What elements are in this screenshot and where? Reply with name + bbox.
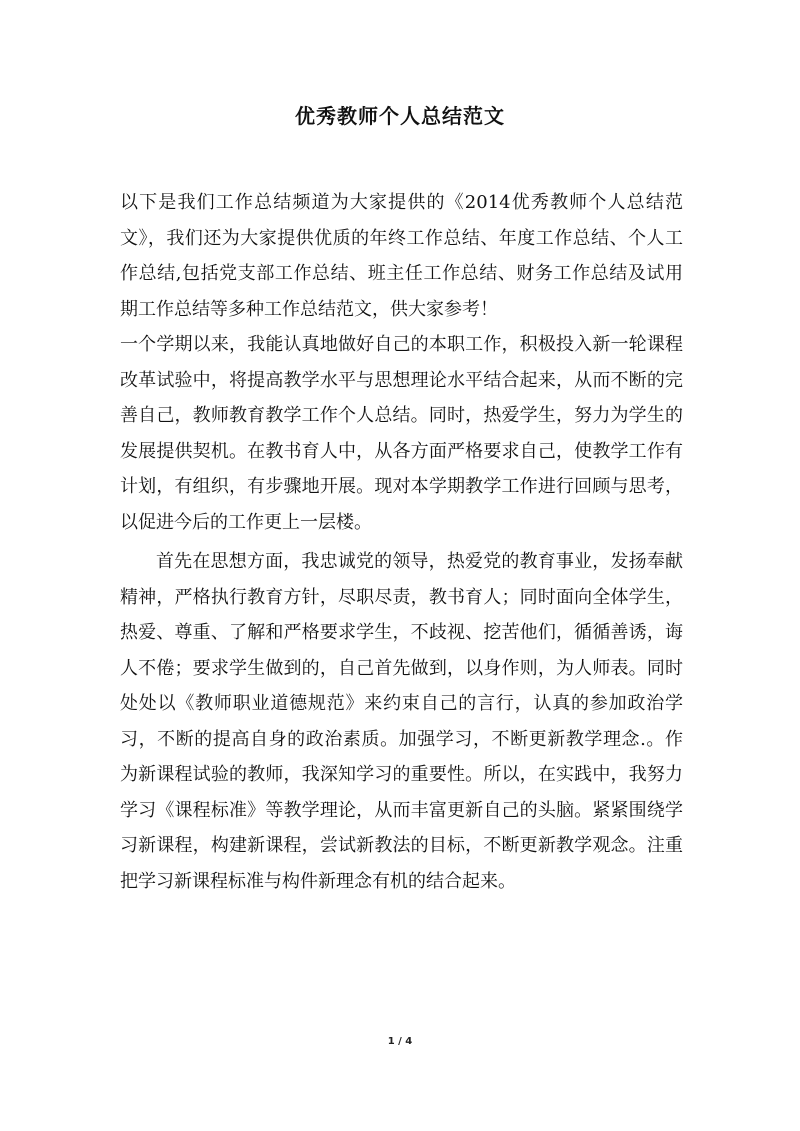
document-body (120, 185, 683, 899)
page-number: 1 / 4 (387, 1036, 413, 1047)
summary-paragraph: 一个学期以来，我能认真地做好自己的本职工作，积极投入新一轮课程改革试验中，将提高教学水平与思想理论水平结合起来，从而不断的完善自己，教师教育教学工作个人总结。同时，热爱学生，努力为学生的发展提供契机。在教书育人中，从各方面严格要求自己，使教学工作有计划，有组织，有步骤地开展。现对本学期教学工作进行回顾与思考，以促进今后的工作更上一层楼。 (120, 334, 683, 533)
intro-paragraph: 以下是我们工作总结频道为大家提供的《2014优秀教师个人总结范文》，我们还为大家提供优质的年终工作总结、年度工作总结、个人工作总结,包括党支部工作总结、班主任工作总结、财务工作总结及试用期工作总结等多种工作总结范文，供大家参考！ (120, 192, 683, 320)
ideology-paragraph: 首先在思想方面，我忠诚党的领导，热爱党的教育事业，发扬奉献精神，严格执行教育方针，尽职尽责，教书育人；同时面向全体学生，热爱、尊重、了解和严格要求学生，不歧视、挖苦他们，循循善诱，诲人不倦；要求学生做到的，自己首先做到，以身作则，为人师表。同时处处以《教师职业道德规范》来约束自己的言行，认真的参加政治学习，不断的提高自身的政治素质。加强学习，不断更新教学理念.。作为新课程试验的教师，我深知学习的重要性。所以，在实践中，我努力学习《课程标准》等教学理论，从而丰富更新自己的头脑。紧紧围绕学习新课程，构建新课程，尝试新教法的目标，不断更新教学观念。注重把学习新课程标准与构件新理念有机的结合起来。 (120, 551, 683, 892)
document-title: 优秀教师个人总结范文 (295, 104, 505, 128)
